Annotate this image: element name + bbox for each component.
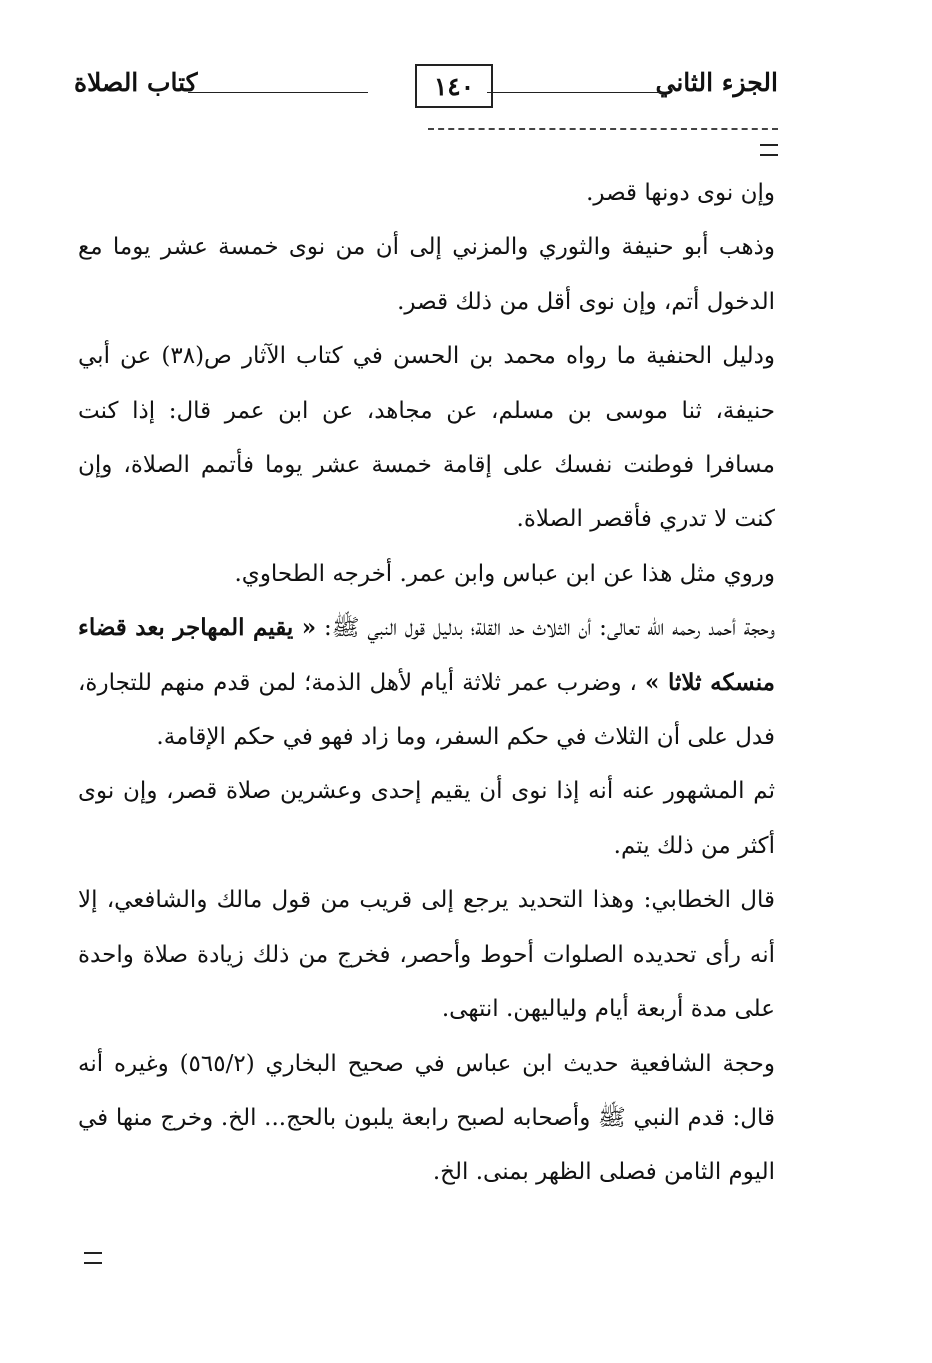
volume-title: الجزء الثاني — [655, 68, 778, 97]
paragraph-5-rest: ، وضرب عمر ثلاثة أيام لأهل الذمة؛ لمن قدم منهم للتجارة، فدل على أن الثلاث في حكم السفر، وما زاد فهو في حكم الإقامة. — [78, 669, 775, 751]
hadith-quote: « يقيم المهاجر بعد قضاء منسكه ثلاثا » — [78, 614, 775, 696]
header-rule-left — [188, 92, 368, 93]
paragraph-4: وروي مثل هذا عن ابن عباس وابن عمر. أخرجه الطحاوي. — [234, 560, 775, 587]
paragraph-8: وحجة الشافعية حديث ابن عباس في صحيح البخاري (٥٦٥/٢) وغيره أنه قال: قدم النبي ﷺ وأصحابه لصبح رابعة يلبون بالحج... الخ. وخرج منها في اليوم الثامن فصلى الظهر بمنى. الخ. — [78, 1050, 775, 1186]
paragraph-2: وذهب أبو حنيفة والثوري والمزني إلى أن من نوى خمسة عشر يوما مع الدخول أتم، وإن نوى أقل من ذلك قصر. — [78, 234, 775, 315]
paragraph-7: قال الخطابي: وهذا التحديد يرجع إلى قريب من قول مالك والشافعي، إلا أنه رأى تحديده الصلوات أحوط وأحصر، فخرج من ذلك زيادة صلاة واحدة على مدة أربعة أيام ولياليهن. انتهى. — [78, 887, 775, 1023]
page-header — [70, 62, 782, 112]
header-dashed-rule — [428, 128, 778, 130]
section-marker-top — [760, 144, 778, 156]
paragraph-1: وإن نوى دونها قصر. — [586, 180, 775, 206]
chapter-title: كتاب الصلاة — [74, 68, 198, 97]
page-number: ١٤٠ — [415, 64, 493, 108]
header-rule-right — [487, 92, 662, 93]
paragraph-6: ثم المشهور عنه أنه إذا نوى أن يقيم إحدى وعشرين صلاة قصر، وإن نوى أكثر من ذلك يتم. — [78, 778, 775, 859]
paragraph-5-intro: وحجة أحمد رحمه الله تعالى: أن الثلاث حد القلة؛ بدليل قول النبي ﷺ: — [324, 615, 776, 642]
section-marker-bottom — [84, 1252, 102, 1264]
paragraph-3: ودليل الحنفية ما رواه محمد بن الحسن في كتاب الآثار ص(٣٨) عن أبي حنيفة، ثنا موسى بن مسلم، عن مجاهد، عن ابن عمر قال: إذا كنت مسافرا فوطنت نفسك على إقامة خمسة عشر يوما فأتمم الصلاة، وإن كنت لا تدري فأقصر الصلاة. — [78, 343, 775, 533]
paragraph-5 — [78, 601, 775, 764]
page-body — [78, 166, 775, 1200]
